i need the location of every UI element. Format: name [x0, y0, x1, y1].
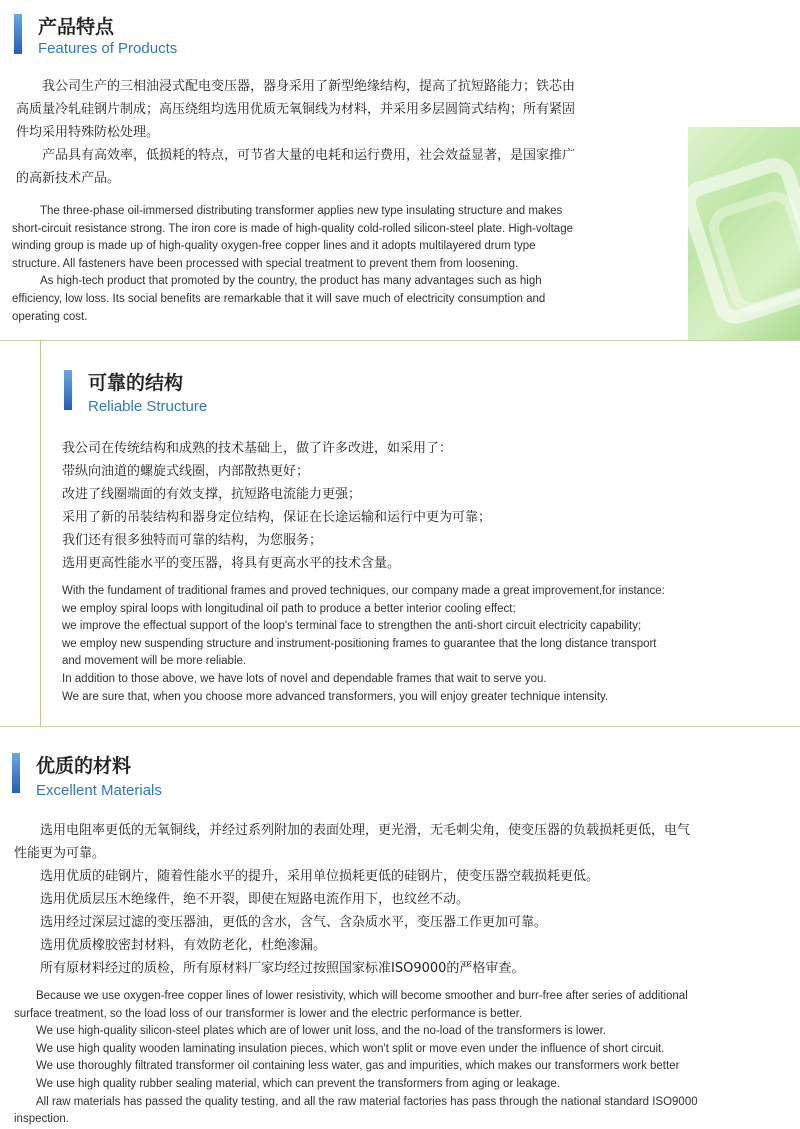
materials-title-cn: 优质的材料 — [36, 755, 132, 777]
section-divider — [0, 726, 800, 727]
materials-en-line: inspection. — [14, 1113, 69, 1126]
features-cn-line: 产品具有高效率，低损耗的特点，可节省大量的电耗和运行费用，社会效益显著，是国家推广 — [42, 148, 576, 163]
section-marker-features — [14, 14, 22, 54]
features-en-line: The three-phase oil-immersed distributing transformer applies new type insulating structure and makes — [40, 205, 563, 217]
structure-cn-text — [62, 437, 762, 575]
structure-en-line: With the fundament of traditional frames and proved techniques, our company made a great improvement,for instance: — [62, 585, 665, 597]
materials-en-line: surface treatment, so the load loss of our transformer is lower and the electric performance is better. — [14, 1007, 523, 1020]
features-en-line: short-circuit resistance strong. The iron core is made of high-quality cold-rolled silicon-steel plate. High-voltage — [12, 222, 573, 235]
structure-en-line: We are sure that, when you choose more advanced transformers, you will enjoy greater technique intensity. — [62, 690, 609, 703]
features-cn-line: 高质量冷轧硅钢片制成；高压绕组均选用优质无氧铜线为材料，并采用多层圆筒式结构；所有紧固 — [16, 102, 576, 117]
structure-title-cn: 可靠的结构 — [88, 372, 184, 394]
features-en-line: operating cost. — [12, 310, 88, 323]
materials-en-text — [14, 988, 794, 1129]
structure-en-text — [62, 583, 782, 706]
materials-cn-line: 选用优质层压木绝缘件，绝不开裂，即使在短路电流作用下，也纹丝不动。 — [40, 892, 470, 907]
structure-cn-line: 带纵向油道的螺旋式线圈，内部散热更好； — [62, 464, 310, 479]
structure-cn-line: 改进了线圈端面的有效支撑，抗短路电流能力更强； — [62, 487, 362, 502]
structure-en-line: we improve the effectual support of the loop's terminal face to strengthen the anti-short circuit electricity capability; — [62, 620, 642, 633]
features-en-line: structure. All fasteners have been processed with special treatment to prevent them from loosening. — [12, 257, 519, 270]
materials-cn-line: 选用电阻率更低的无氧铜线，并经过系列附加的表面处理，更光滑，无毛刺尖角，使变压器的负载损耗更低，电气 — [40, 823, 691, 838]
structure-en-line: we employ new suspending structure and instrument-positioning frames to guarantee that the long distance transport — [62, 637, 657, 650]
structure-en-line: and movement will be more reliable. — [62, 655, 247, 668]
features-cn-line: 件均采用特殊防松处理。 — [16, 125, 160, 140]
materials-en-line: We use high quality wooden laminating insulation pieces, which won't split or move even under the influence of short circuit. — [36, 1042, 665, 1055]
materials-cn-line: 所有原材料经过的质检，所有原材料厂家均经过按照国家标准ISO9000的严格审查。 — [40, 961, 525, 976]
features-title-cn: 产品特点 — [38, 16, 115, 38]
materials-en-line: All raw materials has passed the quality testing, and all the raw material factories has pass through the national standard ISO9000 — [36, 1095, 698, 1108]
structure-title-en: Reliable Structure — [88, 398, 208, 415]
section-divider — [0, 340, 800, 341]
section-divider-vertical — [40, 340, 41, 726]
materials-en-line: We use high quality rubber sealing material, which can prevent the transformers from aging or leakage. — [36, 1077, 560, 1090]
materials-title-en: Excellent Materials — [36, 782, 162, 799]
materials-en-line: We use high-quality silicon-steel plates which are of lower unit loss, and the no-load of the transformers is lower. — [36, 1025, 606, 1038]
materials-en-line: Because we use oxygen-free copper lines of lower resistivity, which will become smoother and burr-free after series of additional — [36, 990, 688, 1002]
features-cn-line: 的高新技术产品。 — [16, 171, 121, 186]
structure-cn-line: 选用更高性能水平的变压器，将具有更高水平的技术含量。 — [62, 556, 401, 571]
features-en-line: winding group is made up of high-quality oxygen-free copper lines and it adopts multilayered drum type — [12, 240, 536, 253]
materials-cn-line: 性能更为可靠。 — [14, 846, 106, 861]
features-en-text — [12, 203, 682, 326]
structure-en-line: we employ spiral loops with longitudinal oil path to produce a better interior cooling effect; — [62, 602, 516, 615]
section-marker-materials — [12, 753, 20, 793]
materials-cn-line: 选用经过深层过滤的变压器油，更低的含水，含气、含杂质水平，变压器工作更加可靠。 — [40, 915, 548, 930]
materials-cn-line: 选用优质的硅钢片，随着性能水平的提升，采用单位损耗更低的硅钢片，使变压器空载损耗更低。 — [40, 869, 600, 884]
materials-en-line: We use thoroughly filtrated transformer oil containing less water, gas and impurities, which makes our transformers work better — [36, 1060, 680, 1073]
features-cn-text — [16, 75, 666, 190]
features-en-line: efficiency, low loss. Its social benefits are remarkable that it will save much of electricity consumption and — [12, 292, 546, 305]
section-marker-structure — [64, 370, 72, 410]
materials-cn-text — [14, 819, 784, 980]
product-image-green — [688, 127, 800, 340]
structure-cn-line: 我们还有很多独特而可靠的结构，为您服务； — [62, 533, 323, 548]
materials-cn-line: 选用优质橡胶密封材料，有效防老化，杜绝渗漏。 — [40, 938, 327, 953]
structure-en-line: In addition to those above, we have lots of novel and dependable frames that wait to serve you. — [62, 672, 547, 685]
structure-cn-line: 采用了新的吊装结构和器身定位结构，保证在长途运输和运行中更为可靠； — [62, 510, 492, 525]
features-title-en: Features of Products — [38, 40, 178, 57]
structure-cn-line: 我公司在传统结构和成熟的技术基础上，做了许多改进，如采用了： — [62, 441, 453, 456]
features-cn-line: 我公司生产的三相油浸式配电变压器，器身采用了新型绝缘结构，提高了抗短路能力；铁芯由 — [42, 79, 576, 94]
features-en-line: As high-tech product that promoted by the country, the product has many advantages such as high — [40, 275, 542, 288]
